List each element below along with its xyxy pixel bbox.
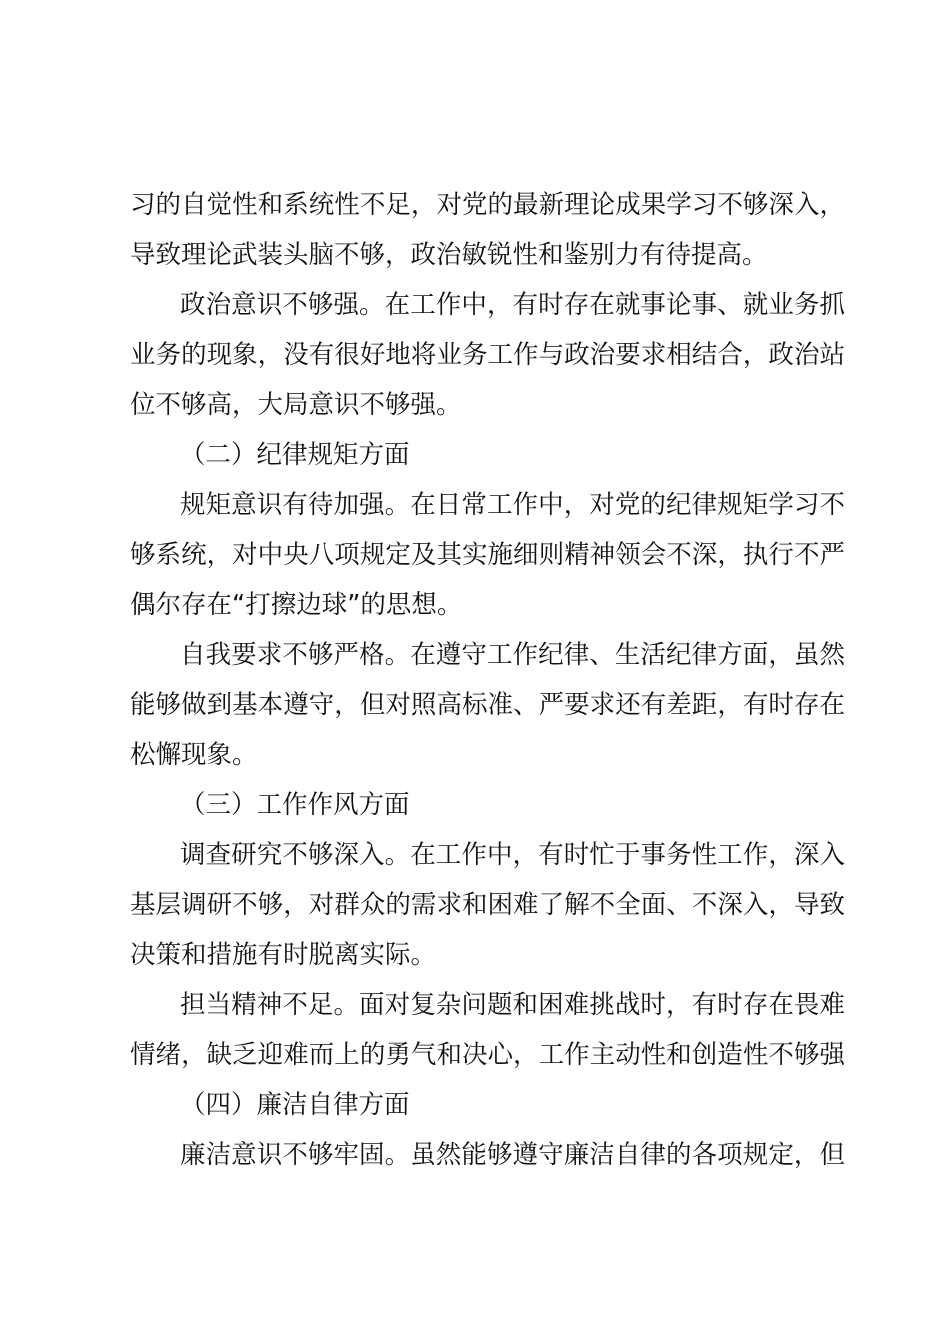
- paragraph-line: 自我要求不够严格。在遵守工作纪律、生活纪律方面，虽然: [180, 640, 845, 670]
- paragraph-line: 规矩意识有待加强。在日常工作中，对党的纪律规矩学习不: [180, 490, 845, 520]
- paragraph-line: 业务的现象，没有很好地将业务工作与政治要求相结合，政治站: [130, 340, 845, 370]
- paragraph-line: 松懈现象。: [130, 740, 258, 770]
- section-heading: （四）廉洁自律方面: [180, 1090, 410, 1120]
- paragraph-line: 导致理论武装头脑不够，政治敏锐性和鉴别力有待提高。: [130, 240, 768, 270]
- document-body: [130, 180, 845, 1180]
- paragraph-line: 习的自觉性和系统性不足，对党的最新理论成果学习不够深入，: [130, 190, 845, 220]
- section-heading: （三）工作作风方面: [180, 790, 410, 820]
- paragraph-line: 调查研究不够深入。在工作中，有时忙于事务性工作，深入: [180, 840, 845, 870]
- paragraph-line: 决策和措施有时脱离实际。: [130, 940, 437, 970]
- paragraph-line: 廉洁意识不够牢固。虽然能够遵守廉洁自律的各项规定，但: [180, 1140, 845, 1170]
- paragraph-line: 够系统，对中央八项规定及其实施细则精神领会不深，执行不严: [130, 540, 845, 570]
- paragraph-line: 位不够高，大局意识不够强。: [130, 390, 462, 420]
- paragraph-line: 能够做到基本遵守，但对照高标准、严要求还有差距，有时存在: [130, 690, 845, 720]
- paragraph-line: 基层调研不够，对群众的需求和困难了解不全面、不深入，导致: [130, 890, 845, 920]
- paragraph-line: 情绪，缺乏迎难而上的勇气和决心，工作主动性和创造性不够强: [130, 1040, 845, 1070]
- section-heading: （二）纪律规矩方面: [180, 440, 410, 470]
- paragraph-line: 担当精神不足。面对复杂问题和困难挑战时，有时存在畏难: [180, 990, 845, 1020]
- paragraph-line: 政治意识不够强。在工作中，有时存在就事论事、就业务抓: [180, 290, 845, 320]
- paragraph-line: 偶尔存在“打擦边球”的思想。: [130, 590, 463, 620]
